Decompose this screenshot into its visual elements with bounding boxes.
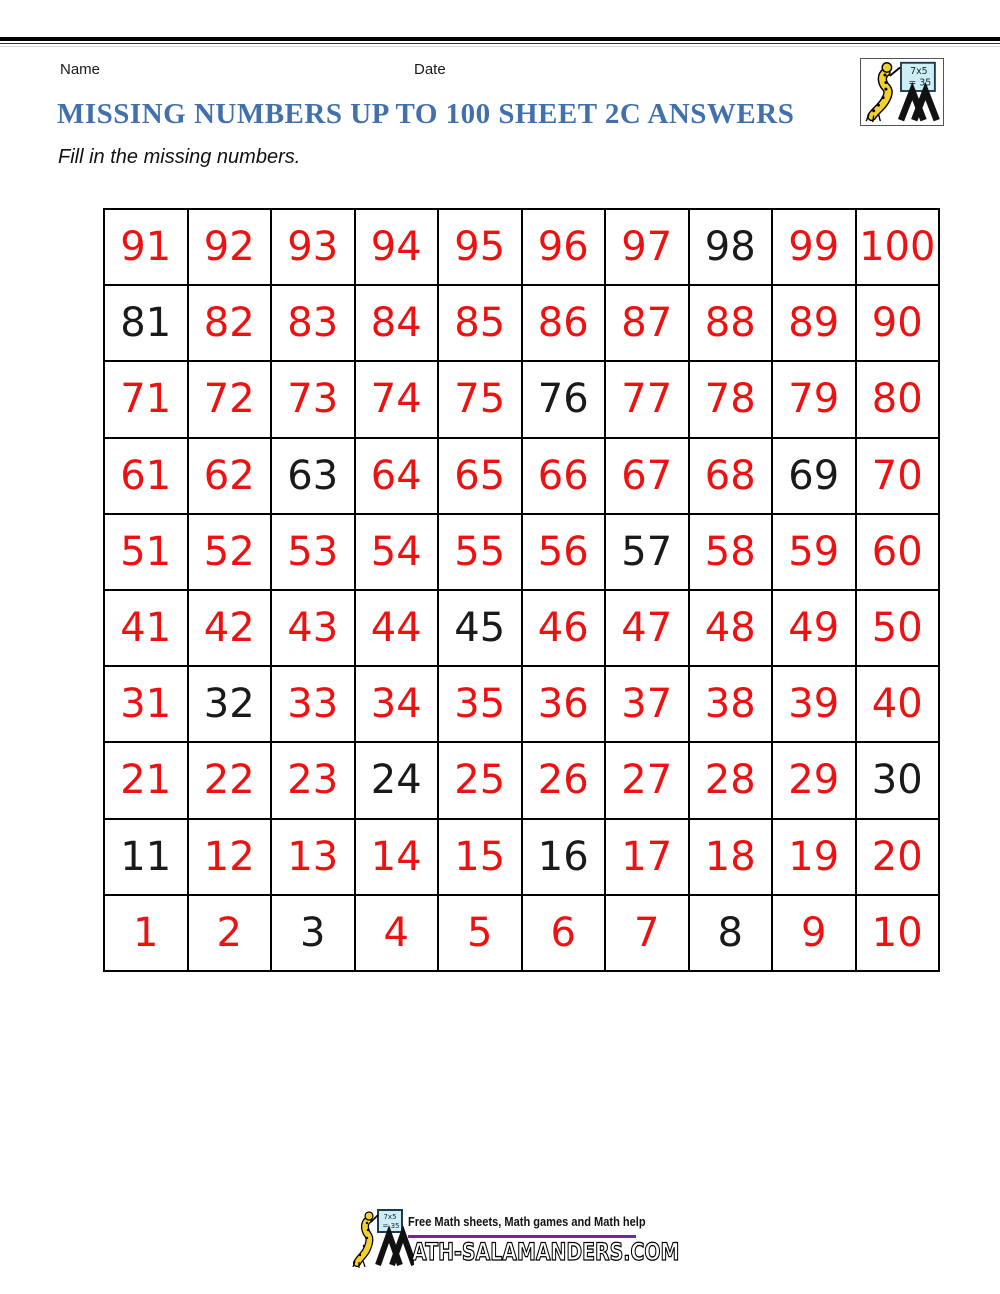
grid-row (104, 895, 939, 971)
grid-cell: 78 (689, 361, 773, 437)
grid-cell: 67 (605, 438, 689, 514)
grid-cell: 48 (689, 590, 773, 666)
grid-cell: 40 (856, 666, 940, 742)
grid-cell: 45 (438, 590, 522, 666)
grid-cell: 13 (271, 819, 355, 895)
grid-cell: 77 (605, 361, 689, 437)
grid-cell: 64 (355, 438, 439, 514)
board-equation-top: 7x5 (910, 66, 928, 78)
grid-cell: 14 (355, 819, 439, 895)
grid-row (104, 438, 939, 514)
grid-row (104, 285, 939, 361)
grid-cell: 70 (856, 438, 940, 514)
grid-cell: 100 (856, 209, 940, 285)
grid-cell: 80 (856, 361, 940, 437)
grid-cell: 56 (522, 514, 606, 590)
grid-cell: 26 (522, 742, 606, 818)
grid-cell: 87 (605, 285, 689, 361)
grid-cell: 52 (188, 514, 272, 590)
grid-cell: 46 (522, 590, 606, 666)
grid-cell: 36 (522, 666, 606, 742)
grid-cell: 9 (772, 895, 856, 971)
grid-cell: 28 (689, 742, 773, 818)
grid-cell: 47 (605, 590, 689, 666)
grid-cell: 75 (438, 361, 522, 437)
grid-cell: 4 (355, 895, 439, 971)
grid-cell: 88 (689, 285, 773, 361)
grid-cell: 94 (355, 209, 439, 285)
grid-cell: 41 (104, 590, 188, 666)
site-logo (860, 58, 944, 126)
grid-cell: 84 (355, 285, 439, 361)
grid-cell: 22 (188, 742, 272, 818)
m-logo-icon (901, 91, 937, 120)
date-label: Date (414, 61, 446, 78)
grid-cell: 32 (188, 666, 272, 742)
grid-cell: 39 (772, 666, 856, 742)
grid-cell: 95 (438, 209, 522, 285)
grid-cell: 19 (772, 819, 856, 895)
grid-cell: 79 (772, 361, 856, 437)
grid-cell: 3 (271, 895, 355, 971)
grid-cell: 96 (522, 209, 606, 285)
footer-board-equation-bottom: = 35 (382, 1222, 400, 1230)
grid-cell: 1 (104, 895, 188, 971)
grid-cell: 42 (188, 590, 272, 666)
grid-cell: 58 (689, 514, 773, 590)
page-title: MISSING NUMBERS UP TO 100 SHEET 2C ANSWERS (57, 98, 795, 130)
grid-cell: 69 (772, 438, 856, 514)
footer-m-logo-icon (378, 1234, 414, 1265)
footer-salamander-icon (353, 1212, 378, 1268)
grid-cell: 29 (772, 742, 856, 818)
grid-cell: 30 (856, 742, 940, 818)
grid-cell: 12 (188, 819, 272, 895)
footer-board-equation-top: 7x5 (383, 1213, 397, 1221)
grid-cell: 33 (271, 666, 355, 742)
instruction-text: Fill in the missing numbers. (58, 146, 301, 168)
footer-site-name: ATH-SALAMANDERS.COM (412, 1238, 680, 1266)
grid-cell: 7 (605, 895, 689, 971)
top-divider-light (0, 46, 1000, 47)
grid-cell: 92 (188, 209, 272, 285)
footer-logo-icon (352, 1208, 414, 1268)
grid-cell: 16 (522, 819, 606, 895)
grid-cell: 6 (522, 895, 606, 971)
grid-cell: 91 (104, 209, 188, 285)
grid-cell: 2 (188, 895, 272, 971)
grid-cell: 18 (689, 819, 773, 895)
grid-cell: 73 (271, 361, 355, 437)
grid-cell: 60 (856, 514, 940, 590)
grid-cell: 62 (188, 438, 272, 514)
grid-cell: 43 (271, 590, 355, 666)
grid-cell: 31 (104, 666, 188, 742)
grid-row (104, 361, 939, 437)
grid-cell: 11 (104, 819, 188, 895)
grid-cell: 55 (438, 514, 522, 590)
grid-cell: 53 (271, 514, 355, 590)
grid-row (104, 819, 939, 895)
grid-cell: 25 (438, 742, 522, 818)
grid-cell: 66 (522, 438, 606, 514)
grid-cell: 21 (104, 742, 188, 818)
grid-cell: 51 (104, 514, 188, 590)
top-divider (0, 37, 1000, 44)
grid-cell: 90 (856, 285, 940, 361)
grid-cell: 17 (605, 819, 689, 895)
grid-cell: 34 (355, 666, 439, 742)
grid-cell: 8 (689, 895, 773, 971)
grid-cell: 23 (271, 742, 355, 818)
grid-row (104, 742, 939, 818)
grid-cell: 89 (772, 285, 856, 361)
grid-cell: 65 (438, 438, 522, 514)
grid-cell: 15 (438, 819, 522, 895)
grid-row (104, 590, 939, 666)
grid-cell: 57 (605, 514, 689, 590)
grid-cell: 68 (689, 438, 773, 514)
number-grid (103, 208, 940, 972)
grid-cell: 74 (355, 361, 439, 437)
grid-cell: 86 (522, 285, 606, 361)
grid-cell: 97 (605, 209, 689, 285)
grid-cell: 38 (689, 666, 773, 742)
grid-cell: 10 (856, 895, 940, 971)
grid-row (104, 666, 939, 742)
grid-row (104, 209, 939, 285)
grid-row (104, 514, 939, 590)
grid-cell: 44 (355, 590, 439, 666)
grid-cell: 72 (188, 361, 272, 437)
grid-cell: 71 (104, 361, 188, 437)
number-grid-body (104, 209, 939, 971)
grid-cell: 59 (772, 514, 856, 590)
board-equation-bottom: = 35 (908, 77, 932, 89)
grid-cell: 54 (355, 514, 439, 590)
grid-cell: 37 (605, 666, 689, 742)
grid-cell: 82 (188, 285, 272, 361)
grid-cell: 61 (104, 438, 188, 514)
grid-cell: 81 (104, 285, 188, 361)
grid-cell: 27 (605, 742, 689, 818)
grid-cell: 50 (856, 590, 940, 666)
grid-cell: 35 (438, 666, 522, 742)
grid-cell: 20 (856, 819, 940, 895)
grid-cell: 63 (271, 438, 355, 514)
grid-cell: 93 (271, 209, 355, 285)
grid-cell: 49 (772, 590, 856, 666)
grid-cell: 98 (689, 209, 773, 285)
grid-cell: 83 (271, 285, 355, 361)
grid-cell: 99 (772, 209, 856, 285)
salamander-logo-icon (861, 59, 941, 123)
grid-cell: 85 (438, 285, 522, 361)
salamander-icon (866, 63, 900, 122)
grid-cell: 24 (355, 742, 439, 818)
footer-tagline: Free Math sheets, Math games and Math help (408, 1214, 646, 1229)
grid-cell: 5 (438, 895, 522, 971)
name-label: Name (60, 61, 101, 78)
grid-cell: 76 (522, 361, 606, 437)
